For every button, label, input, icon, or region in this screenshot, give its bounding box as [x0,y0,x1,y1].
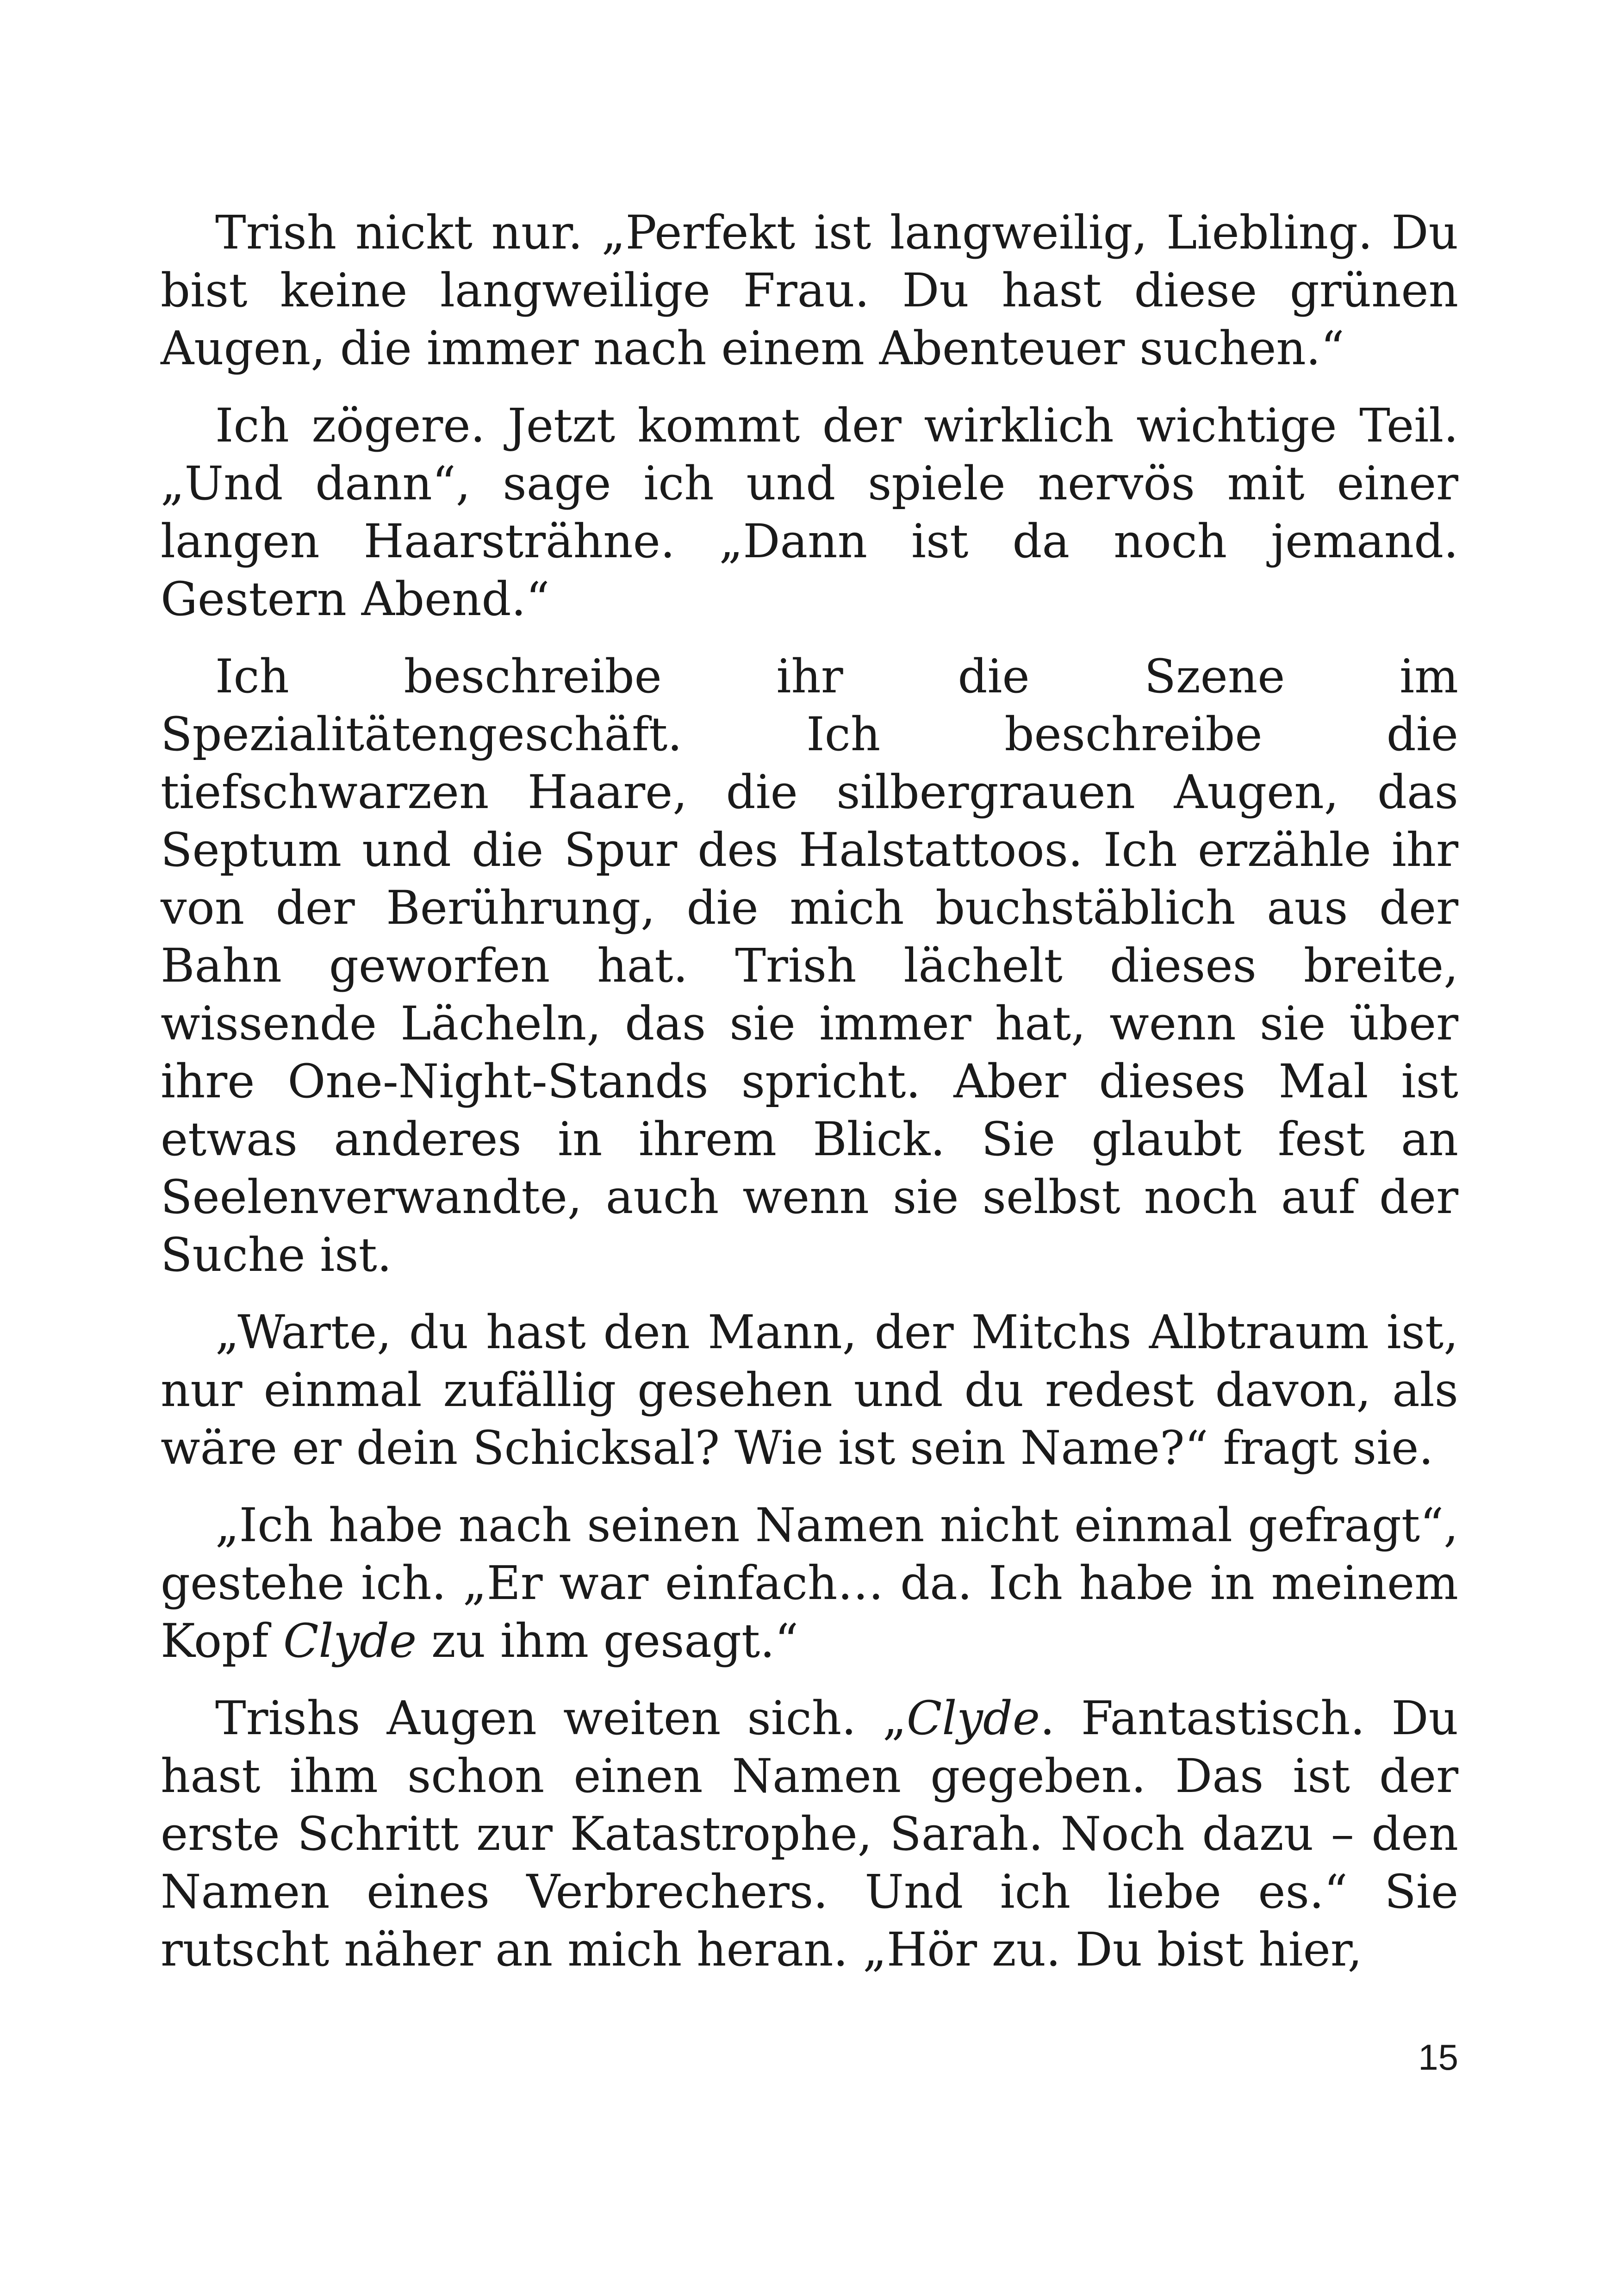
paragraph-1 [161,204,1458,377]
italic-name: Clyde [283,1614,417,1668]
paragraph-text: Trishs Augen weiten sich. „ [215,1691,907,1745]
paragraph-3 [161,647,1458,1284]
italic-name: Clyde [906,1691,1040,1745]
paragraph-text: . Fantastisch. Du hast ihm schon einen Namen gegeben. Das ist der erste Schritt zur Katastrophe, Sarah. Noch dazu – den Namen eines Verbrechers. Und ich liebe es.“ Sie rutscht näher an mich heran. „Hör zu. Du bist hier, [161,1691,1458,1977]
paragraph-text: Ich beschreibe ihr die Szene im Spezialitätengeschäft. Ich beschreibe die tiefschwarzen Haare, die silbergrauen Augen, das Septum und die Spur des Halstattoos. Ich erzähle ihr von der Berührung, die mich buchstäblich aus der Bahn geworfen hat. Trish lächelt dieses breite, wissende Lächeln, das sie immer hat, wenn sie über ihre One-Night-Stands spricht. Aber dieses Mal ist etwas anderes in ihrem Blick. Sie glaubt fest an Seelenverwandte, auch wenn sie selbst noch auf der Suche ist. [161,649,1458,1282]
paragraph-text: Ich zögere. Jetzt kommt der wirklich wichtige Teil. „Und dann“, sage ich und spiele nervös mit einer langen Haarsträhne. „Dann ist da noch jemand. Gestern Abend.“ [161,398,1458,626]
paragraph-5 [161,1496,1458,1670]
paragraph-text: Trish nickt nur. „Perfekt ist langweilig, Liebling. Du bist keine langweilige Frau. Du hast diese grünen Augen, die immer nach einem Abenteuer suchen.“ [161,205,1458,375]
paragraph-text: „Warte, du hast den Mann, der Mitchs Albtraum ist, nur einmal zufällig gesehen und du redest davon, als wäre er dein Schicksal? Wie ist sein Name?“ fragt sie. [161,1305,1458,1475]
paragraph-2 [161,397,1458,628]
paragraph-text: zu ihm gesagt.“ [417,1614,799,1668]
body-text [161,204,1458,1998]
paragraph-text: „Ich habe nach seinen Namen nicht einmal gefragt“, gestehe ich. „Er war einfach… da. Ich habe in meinem Kopf [161,1498,1458,1668]
page-number: 15 [1418,2037,1458,2078]
paragraph-4 [161,1303,1458,1477]
paragraph-6 [161,1689,1458,1979]
